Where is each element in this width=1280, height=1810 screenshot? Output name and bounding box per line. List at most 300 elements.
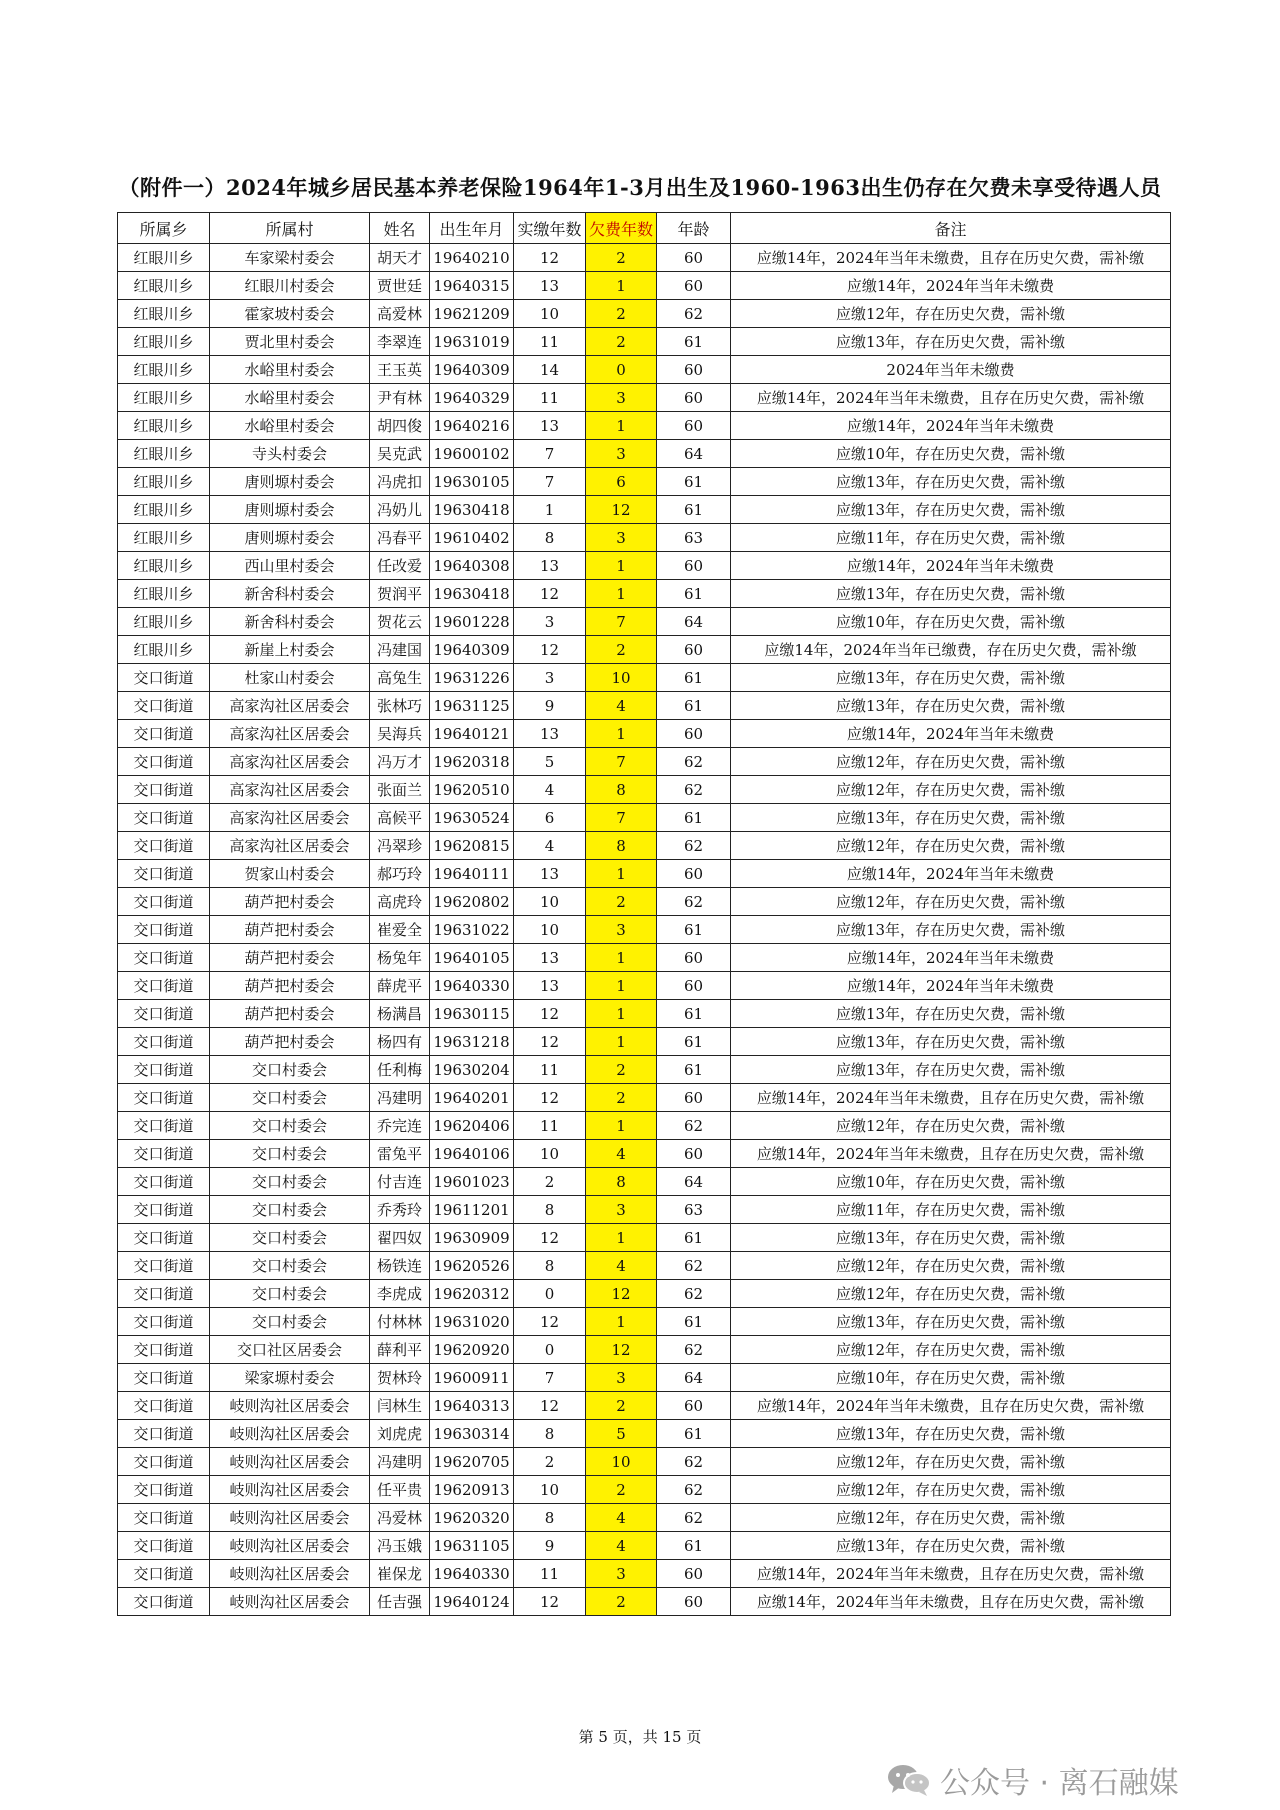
arrears-years-cell: 1 [586, 944, 657, 972]
township-cell: 红眼川乡 [118, 384, 210, 412]
village-cell: 高家沟社区居委会 [210, 748, 370, 776]
wechat-icon [886, 1763, 932, 1797]
arrears-years-cell: 3 [586, 384, 657, 412]
birth-date-cell: 19630115 [430, 1000, 514, 1028]
arrears-years-cell: 4 [586, 1252, 657, 1280]
remarks-cell: 应缴13年，存在历史欠费，需补缴 [731, 1308, 1171, 1336]
township-cell: 交口街道 [118, 888, 210, 916]
paid-years-cell: 3 [514, 664, 586, 692]
age-cell: 60 [657, 1140, 731, 1168]
paid-years-cell: 4 [514, 832, 586, 860]
name-cell: 贺林玲 [370, 1364, 430, 1392]
birth-date-cell: 19610402 [430, 524, 514, 552]
village-cell: 葫芦把村委会 [210, 888, 370, 916]
village-cell: 交口村委会 [210, 1224, 370, 1252]
age-cell: 62 [657, 1252, 731, 1280]
arrears-years-cell: 1 [586, 720, 657, 748]
remarks-cell: 应缴13年，存在历史欠费，需补缴 [731, 664, 1171, 692]
table-row [118, 468, 1171, 496]
remarks-cell: 应缴12年，存在历史欠费，需补缴 [731, 1252, 1171, 1280]
birth-date-cell: 19640216 [430, 412, 514, 440]
arrears-years-cell: 12 [586, 496, 657, 524]
age-cell: 61 [657, 1224, 731, 1252]
paid-years-cell: 11 [514, 384, 586, 412]
township-cell: 红眼川乡 [118, 580, 210, 608]
township-cell: 交口街道 [118, 1056, 210, 1084]
table-row [118, 1448, 1171, 1476]
village-cell: 岐则沟社区居委会 [210, 1392, 370, 1420]
paid-years-cell: 12 [514, 1084, 586, 1112]
township-cell: 交口街道 [118, 692, 210, 720]
remarks-cell: 应缴13年，存在历史欠费，需补缴 [731, 1056, 1171, 1084]
age-cell: 62 [657, 748, 731, 776]
name-cell: 冯虎扣 [370, 468, 430, 496]
village-cell: 高家沟社区居委会 [210, 804, 370, 832]
table-body [118, 244, 1171, 1616]
age-cell: 60 [657, 244, 731, 272]
township-cell: 交口街道 [118, 1084, 210, 1112]
header-age: 年龄 [657, 213, 731, 244]
age-cell: 64 [657, 608, 731, 636]
township-cell: 交口街道 [118, 1476, 210, 1504]
birth-date-cell: 19630105 [430, 468, 514, 496]
name-cell: 冯春平 [370, 524, 430, 552]
birth-date-cell: 19620510 [430, 776, 514, 804]
remarks-cell: 应缴11年，存在历史欠费，需补缴 [731, 1196, 1171, 1224]
remarks-cell: 应缴13年，存在历史欠费，需补缴 [731, 1532, 1171, 1560]
township-cell: 交口街道 [118, 664, 210, 692]
name-cell: 李翠连 [370, 328, 430, 356]
township-cell: 交口街道 [118, 860, 210, 888]
arrears-years-cell: 4 [586, 1140, 657, 1168]
remarks-cell: 应缴10年，存在历史欠费，需补缴 [731, 440, 1171, 468]
arrears-years-cell: 3 [586, 1560, 657, 1588]
remarks-cell: 应缴14年，2024年当年已缴费，存在历史欠费，需补缴 [731, 636, 1171, 664]
township-cell: 交口街道 [118, 1168, 210, 1196]
remarks-cell: 应缴13年，存在历史欠费，需补缴 [731, 692, 1171, 720]
table-row [118, 384, 1171, 412]
township-cell: 交口街道 [118, 1224, 210, 1252]
birth-date-cell: 19640105 [430, 944, 514, 972]
table-row [118, 1196, 1171, 1224]
arrears-years-cell: 3 [586, 524, 657, 552]
paid-years-cell: 12 [514, 244, 586, 272]
township-cell: 红眼川乡 [118, 356, 210, 384]
arrears-years-cell: 2 [586, 1588, 657, 1616]
township-cell: 交口街道 [118, 972, 210, 1000]
table-row [118, 1140, 1171, 1168]
village-cell: 唐则塬村委会 [210, 468, 370, 496]
remarks-cell: 应缴14年，2024年当年未缴费，且存在历史欠费，需补缴 [731, 384, 1171, 412]
village-cell: 新崖上村委会 [210, 636, 370, 664]
remarks-cell: 应缴12年，存在历史欠费，需补缴 [731, 1504, 1171, 1532]
table-row [118, 860, 1171, 888]
village-cell: 岐则沟社区居委会 [210, 1504, 370, 1532]
age-cell: 61 [657, 1308, 731, 1336]
name-cell: 尹有林 [370, 384, 430, 412]
table-row [118, 272, 1171, 300]
birth-date-cell: 19620705 [430, 1448, 514, 1476]
arrears-years-cell: 12 [586, 1280, 657, 1308]
township-cell: 交口街道 [118, 804, 210, 832]
name-cell: 付吉连 [370, 1168, 430, 1196]
header-birth-date: 出生年月 [430, 213, 514, 244]
age-cell: 62 [657, 1476, 731, 1504]
paid-years-cell: 3 [514, 608, 586, 636]
age-cell: 61 [657, 916, 731, 944]
name-cell: 冯翠珍 [370, 832, 430, 860]
township-cell: 交口街道 [118, 1392, 210, 1420]
table-row [118, 1112, 1171, 1140]
paid-years-cell: 12 [514, 1588, 586, 1616]
arrears-years-cell: 1 [586, 860, 657, 888]
name-cell: 任改爱 [370, 552, 430, 580]
township-cell: 交口街道 [118, 1588, 210, 1616]
birth-date-cell: 19631019 [430, 328, 514, 356]
arrears-years-cell: 3 [586, 440, 657, 468]
name-cell: 高虎玲 [370, 888, 430, 916]
remarks-cell: 应缴14年，2024年当年未缴费，且存在历史欠费，需补缴 [731, 1140, 1171, 1168]
arrears-years-cell: 1 [586, 972, 657, 1000]
birth-date-cell: 19601023 [430, 1168, 514, 1196]
age-cell: 62 [657, 1112, 731, 1140]
remarks-cell: 应缴14年，2024年当年未缴费 [731, 272, 1171, 300]
paid-years-cell: 8 [514, 524, 586, 552]
name-cell: 薛利平 [370, 1336, 430, 1364]
township-cell: 红眼川乡 [118, 468, 210, 496]
paid-years-cell: 9 [514, 1532, 586, 1560]
table-row [118, 356, 1171, 384]
age-cell: 64 [657, 1168, 731, 1196]
table-row [118, 748, 1171, 776]
paid-years-cell: 2 [514, 1168, 586, 1196]
birth-date-cell: 19640315 [430, 272, 514, 300]
village-cell: 岐则沟社区居委会 [210, 1532, 370, 1560]
arrears-years-cell: 8 [586, 832, 657, 860]
township-cell: 交口街道 [118, 1308, 210, 1336]
remarks-cell: 应缴13年，存在历史欠费，需补缴 [731, 1420, 1171, 1448]
name-cell: 冯玉娥 [370, 1532, 430, 1560]
remarks-cell: 应缴10年，存在历史欠费，需补缴 [731, 1364, 1171, 1392]
age-cell: 60 [657, 1392, 731, 1420]
village-cell: 高家沟社区居委会 [210, 776, 370, 804]
birth-date-cell: 19631226 [430, 664, 514, 692]
village-cell: 岐则沟社区居委会 [210, 1588, 370, 1616]
name-cell: 郝巧玲 [370, 860, 430, 888]
arrears-years-cell: 2 [586, 888, 657, 916]
township-cell: 红眼川乡 [118, 328, 210, 356]
paid-years-cell: 7 [514, 440, 586, 468]
name-cell: 冯建明 [370, 1448, 430, 1476]
age-cell: 61 [657, 664, 731, 692]
table-header-row [118, 213, 1171, 244]
table-row [118, 580, 1171, 608]
arrears-years-cell: 2 [586, 1476, 657, 1504]
table-row [118, 1364, 1171, 1392]
arrears-years-cell: 1 [586, 580, 657, 608]
township-cell: 交口街道 [118, 1000, 210, 1028]
table-row [118, 412, 1171, 440]
age-cell: 60 [657, 1588, 731, 1616]
birth-date-cell: 19621209 [430, 300, 514, 328]
table-row [118, 1308, 1171, 1336]
remarks-cell: 应缴13年，存在历史欠费，需补缴 [731, 1028, 1171, 1056]
birth-date-cell: 19640308 [430, 552, 514, 580]
birth-date-cell: 19640124 [430, 1588, 514, 1616]
remarks-cell: 应缴12年，存在历史欠费，需补缴 [731, 1112, 1171, 1140]
age-cell: 62 [657, 1504, 731, 1532]
remarks-cell: 应缴13年，存在历史欠费，需补缴 [731, 1000, 1171, 1028]
birth-date-cell: 19640106 [430, 1140, 514, 1168]
table-row [118, 1280, 1171, 1308]
remarks-cell: 应缴13年，存在历史欠费，需补缴 [731, 916, 1171, 944]
name-cell: 薛虎平 [370, 972, 430, 1000]
age-cell: 60 [657, 972, 731, 1000]
arrears-years-cell: 1 [586, 412, 657, 440]
birth-date-cell: 19631105 [430, 1532, 514, 1560]
village-cell: 高家沟社区居委会 [210, 832, 370, 860]
arrears-years-cell: 4 [586, 1532, 657, 1560]
village-cell: 交口社区居委会 [210, 1336, 370, 1364]
village-cell: 新舍科村委会 [210, 608, 370, 636]
name-cell: 胡四俊 [370, 412, 430, 440]
birth-date-cell: 19630418 [430, 496, 514, 524]
remarks-cell: 应缴13年，存在历史欠费，需补缴 [731, 496, 1171, 524]
table-row [118, 944, 1171, 972]
village-cell: 葫芦把村委会 [210, 944, 370, 972]
paid-years-cell: 8 [514, 1252, 586, 1280]
paid-years-cell: 13 [514, 860, 586, 888]
table-row [118, 664, 1171, 692]
paid-years-cell: 12 [514, 1224, 586, 1252]
arrears-years-cell: 3 [586, 1364, 657, 1392]
name-cell: 冯爱林 [370, 1504, 430, 1532]
header-village: 所属村 [210, 213, 370, 244]
village-cell: 葫芦把村委会 [210, 972, 370, 1000]
village-cell: 葫芦把村委会 [210, 1028, 370, 1056]
age-cell: 61 [657, 1532, 731, 1560]
village-cell: 红眼川村委会 [210, 272, 370, 300]
arrears-years-cell: 7 [586, 748, 657, 776]
paid-years-cell: 13 [514, 720, 586, 748]
village-cell: 交口村委会 [210, 1252, 370, 1280]
village-cell: 水峪里村委会 [210, 384, 370, 412]
name-cell: 王玉英 [370, 356, 430, 384]
paid-years-cell: 11 [514, 1112, 586, 1140]
paid-years-cell: 12 [514, 636, 586, 664]
village-cell: 高家沟社区居委会 [210, 692, 370, 720]
township-cell: 交口街道 [118, 944, 210, 972]
table-row [118, 1392, 1171, 1420]
paid-years-cell: 10 [514, 916, 586, 944]
remarks-cell: 应缴14年，2024年当年未缴费，且存在历史欠费，需补缴 [731, 1560, 1171, 1588]
paid-years-cell: 0 [514, 1280, 586, 1308]
arrears-years-cell: 2 [586, 244, 657, 272]
remarks-cell: 应缴12年，存在历史欠费，需补缴 [731, 1336, 1171, 1364]
name-cell: 闫林生 [370, 1392, 430, 1420]
paid-years-cell: 10 [514, 1476, 586, 1504]
table-row [118, 524, 1171, 552]
birth-date-cell: 19630204 [430, 1056, 514, 1084]
birth-date-cell: 19640309 [430, 636, 514, 664]
township-cell: 交口街道 [118, 1140, 210, 1168]
paid-years-cell: 10 [514, 300, 586, 328]
age-cell: 60 [657, 272, 731, 300]
township-cell: 交口街道 [118, 1504, 210, 1532]
birth-date-cell: 19640201 [430, 1084, 514, 1112]
village-cell: 杜家山村委会 [210, 664, 370, 692]
birth-date-cell: 19640111 [430, 860, 514, 888]
township-cell: 交口街道 [118, 748, 210, 776]
table-row [118, 496, 1171, 524]
birth-date-cell: 19601228 [430, 608, 514, 636]
table-row [118, 440, 1171, 468]
township-cell: 红眼川乡 [118, 608, 210, 636]
paid-years-cell: 1 [514, 496, 586, 524]
age-cell: 62 [657, 1336, 731, 1364]
arrears-years-cell: 1 [586, 1000, 657, 1028]
township-cell: 交口街道 [118, 832, 210, 860]
age-cell: 60 [657, 860, 731, 888]
page-number: 第 5 页，共 15 页 [578, 1728, 702, 1746]
township-cell: 红眼川乡 [118, 496, 210, 524]
birth-date-cell: 19631218 [430, 1028, 514, 1056]
arrears-years-cell: 8 [586, 776, 657, 804]
age-cell: 61 [657, 496, 731, 524]
name-cell: 高候平 [370, 804, 430, 832]
remarks-cell: 应缴13年，存在历史欠费，需补缴 [731, 468, 1171, 496]
birth-date-cell: 19640309 [430, 356, 514, 384]
age-cell: 60 [657, 720, 731, 748]
township-cell: 交口街道 [118, 1420, 210, 1448]
header-arrears-years: 欠费年数 [586, 213, 657, 244]
township-cell: 交口街道 [118, 776, 210, 804]
remarks-cell: 应缴12年，存在历史欠费，需补缴 [731, 1476, 1171, 1504]
remarks-cell: 2024年当年未缴费 [731, 356, 1171, 384]
paid-years-cell: 8 [514, 1504, 586, 1532]
paid-years-cell: 6 [514, 804, 586, 832]
paid-years-cell: 14 [514, 356, 586, 384]
remarks-cell: 应缴12年，存在历史欠费，需补缴 [731, 832, 1171, 860]
table-row [118, 552, 1171, 580]
name-cell: 刘虎虎 [370, 1420, 430, 1448]
birth-date-cell: 19640330 [430, 1560, 514, 1588]
table-row [118, 1000, 1171, 1028]
birth-date-cell: 19630418 [430, 580, 514, 608]
header-township: 所属乡 [118, 213, 210, 244]
table-row [118, 1336, 1171, 1364]
table-row [118, 1084, 1171, 1112]
village-cell: 水峪里村委会 [210, 356, 370, 384]
arrears-years-cell: 2 [586, 300, 657, 328]
wechat-watermark [886, 1758, 1179, 1802]
township-cell: 交口街道 [118, 1532, 210, 1560]
name-cell: 吴海兵 [370, 720, 430, 748]
age-cell: 61 [657, 1028, 731, 1056]
age-cell: 62 [657, 776, 731, 804]
paid-years-cell: 5 [514, 748, 586, 776]
watermark-text: 公众号 · 离石融媒 [940, 1766, 1179, 1801]
birth-date-cell: 19620406 [430, 1112, 514, 1140]
township-cell: 交口街道 [118, 1112, 210, 1140]
arrears-years-cell: 4 [586, 1504, 657, 1532]
age-cell: 62 [657, 1448, 731, 1476]
birth-date-cell: 19630524 [430, 804, 514, 832]
birth-date-cell: 19620913 [430, 1476, 514, 1504]
age-cell: 62 [657, 888, 731, 916]
birth-date-cell: 19620318 [430, 748, 514, 776]
paid-years-cell: 12 [514, 1308, 586, 1336]
table-row [118, 720, 1171, 748]
name-cell: 冯万才 [370, 748, 430, 776]
village-cell: 交口村委会 [210, 1112, 370, 1140]
table-row [118, 692, 1171, 720]
township-cell: 交口街道 [118, 720, 210, 748]
township-cell: 交口街道 [118, 916, 210, 944]
name-cell: 崔保龙 [370, 1560, 430, 1588]
paid-years-cell: 8 [514, 1196, 586, 1224]
age-cell: 61 [657, 328, 731, 356]
name-cell: 任吉强 [370, 1588, 430, 1616]
table-row [118, 300, 1171, 328]
village-cell: 岐则沟社区居委会 [210, 1448, 370, 1476]
remarks-cell: 应缴13年，存在历史欠费，需补缴 [731, 1224, 1171, 1252]
paid-years-cell: 13 [514, 552, 586, 580]
village-cell: 葫芦把村委会 [210, 1000, 370, 1028]
village-cell: 葫芦把村委会 [210, 916, 370, 944]
village-cell: 贾北里村委会 [210, 328, 370, 356]
table-row [118, 1504, 1171, 1532]
village-cell: 交口村委会 [210, 1308, 370, 1336]
age-cell: 62 [657, 300, 731, 328]
township-cell: 交口街道 [118, 1252, 210, 1280]
birth-date-cell: 19640330 [430, 972, 514, 1000]
age-cell: 60 [657, 356, 731, 384]
table-row [118, 328, 1171, 356]
age-cell: 62 [657, 832, 731, 860]
village-cell: 交口村委会 [210, 1084, 370, 1112]
table-row [118, 1168, 1171, 1196]
village-cell: 西山里村委会 [210, 552, 370, 580]
remarks-cell: 应缴13年，存在历史欠费，需补缴 [731, 804, 1171, 832]
arrears-years-cell: 6 [586, 468, 657, 496]
document-title: （附件一）2024年城乡居民基本养老保险1964年1-3月出生及1960-1963出生仍存在欠费未享受待遇人员 [118, 175, 1162, 200]
village-cell: 新舍科村委会 [210, 580, 370, 608]
table-row [118, 1224, 1171, 1252]
paid-years-cell: 13 [514, 272, 586, 300]
name-cell: 李虎成 [370, 1280, 430, 1308]
age-cell: 60 [657, 944, 731, 972]
arrears-years-cell: 7 [586, 608, 657, 636]
arrears-years-cell: 10 [586, 1448, 657, 1476]
village-cell: 车家梁村委会 [210, 244, 370, 272]
paid-years-cell: 12 [514, 1000, 586, 1028]
birth-date-cell: 19631125 [430, 692, 514, 720]
township-cell: 交口街道 [118, 1336, 210, 1364]
table-row [118, 832, 1171, 860]
arrears-years-cell: 3 [586, 916, 657, 944]
age-cell: 61 [657, 468, 731, 496]
remarks-cell: 应缴13年，存在历史欠费，需补缴 [731, 328, 1171, 356]
arrears-years-cell: 7 [586, 804, 657, 832]
name-cell: 乔秀玲 [370, 1196, 430, 1224]
village-cell: 寺头村委会 [210, 440, 370, 468]
age-cell: 61 [657, 1056, 731, 1084]
township-cell: 红眼川乡 [118, 552, 210, 580]
remarks-cell: 应缴12年，存在历史欠费，需补缴 [731, 748, 1171, 776]
birth-date-cell: 19630909 [430, 1224, 514, 1252]
paid-years-cell: 8 [514, 1420, 586, 1448]
